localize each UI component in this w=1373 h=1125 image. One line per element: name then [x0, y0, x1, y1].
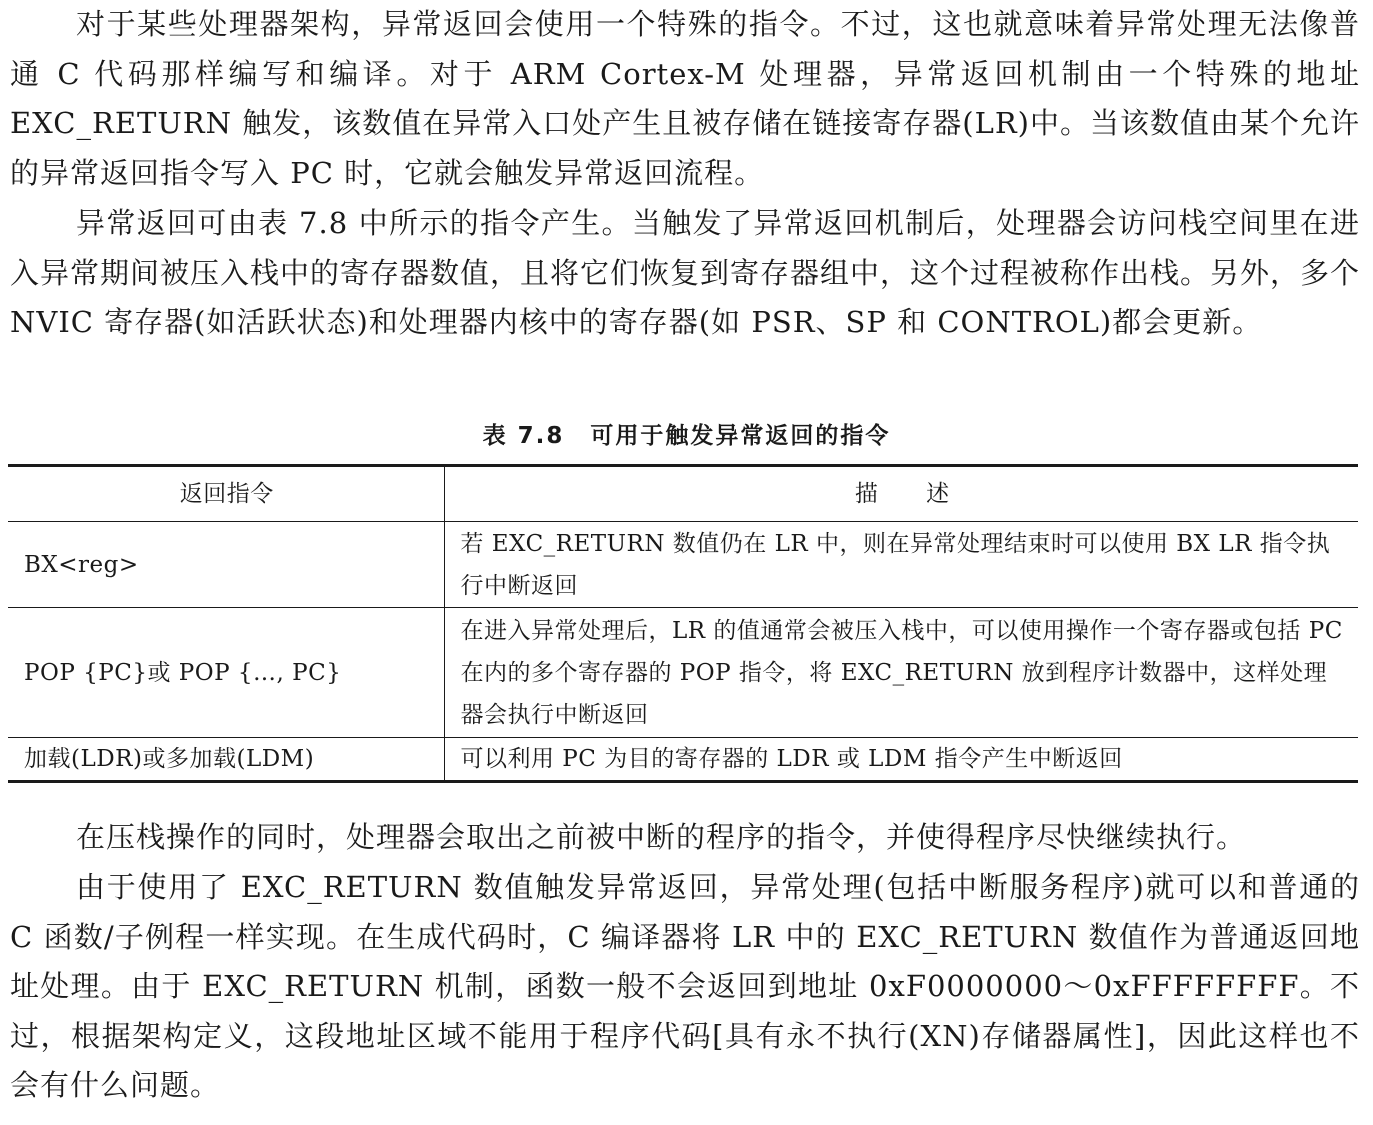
cell-description: 若 EXC_RETURN 数值仍在 LR 中，则在异常处理结束时可以使用 BX LR 指令执行中断返回	[444, 522, 1358, 608]
table-row	[8, 738, 1358, 782]
table-row	[8, 522, 1358, 608]
header-return-instruction: 返回指令	[8, 466, 444, 522]
table-caption	[0, 417, 1373, 450]
table-row	[8, 608, 1358, 738]
paragraph-exc-return-c-functions: 由于使用了 EXC_RETURN 数值触发异常返回，异常处理(包括中断服务程序)就可以和普通的 C 函数/子例程一样实现。在生成代码时，C 编译器将 LR 中的 EXC_RETURN 数值作为普通返回地址处理。由于 EXC_RETURN 机制，函数一般不会返回到地址 0xF0000000～0xFFFFFFFF。不过，根据架构定义，这段地址区域不能用于程序代码[具有永不执行(XN)存储器属性]，因此这样也不会有什么问题。	[10, 870, 1360, 1103]
return-instructions-table	[8, 464, 1358, 783]
table-caption-number: 表 7.8	[482, 423, 565, 449]
cell-description: 在进入异常处理后，LR 的值通常会被压入栈中，可以使用操作一个寄存器或包括 PC 在内的多个寄存器的 POP 指令，将 EXC_RETURN 放到程序计数器中，这样处理器会执行中断返回	[444, 608, 1358, 738]
cell-instruction: POP {PC}或 POP {…, PC}	[8, 608, 444, 738]
cell-description: 可以利用 PC 为目的寄存器的 LDR 或 LDM 指令产生中断返回	[444, 738, 1358, 782]
paragraph-unstacking: 异常返回可由表 7.8 中所示的指令产生。当触发了异常返回机制后，处理器会访问栈空间里在进入异常期间被压入栈中的寄存器数值，且将它们恢复到寄存器组中，这个过程被称作出栈。另外，多个 NVIC 寄存器(如活跃状态)和处理器内核中的寄存器(如 PSR、SP 和 CONTROL)都会更新。	[10, 206, 1361, 340]
table-caption-title: 可用于触发异常返回的指令	[590, 423, 891, 449]
paragraph-exception-return-intro: 对于某些处理器架构，异常返回会使用一个特殊的指令。不过，这也就意味着异常处理无法像普通 C 代码那样编写和编译。对于 ARM Cortex-M 处理器，异常返回机制由一个特殊的地址 EXC_RETURN 触发，该数值在异常入口处产生且被存储在链接寄存器(LR)中。当该数值由某个允许的异常返回指令写入 PC 时，它就会触发异常返回流程。	[10, 7, 1360, 190]
cell-instruction: BX<reg>	[8, 522, 444, 608]
cell-instruction: 加载(LDR)或多加载(LDM)	[8, 738, 444, 782]
header-description: 描 述	[444, 466, 1358, 522]
paragraph-stacking-parallel: 在压栈操作的同时，处理器会取出之前被中断的程序的指令，并使得程序尽快继续执行。	[76, 820, 1247, 854]
table-header-row	[8, 466, 1358, 522]
